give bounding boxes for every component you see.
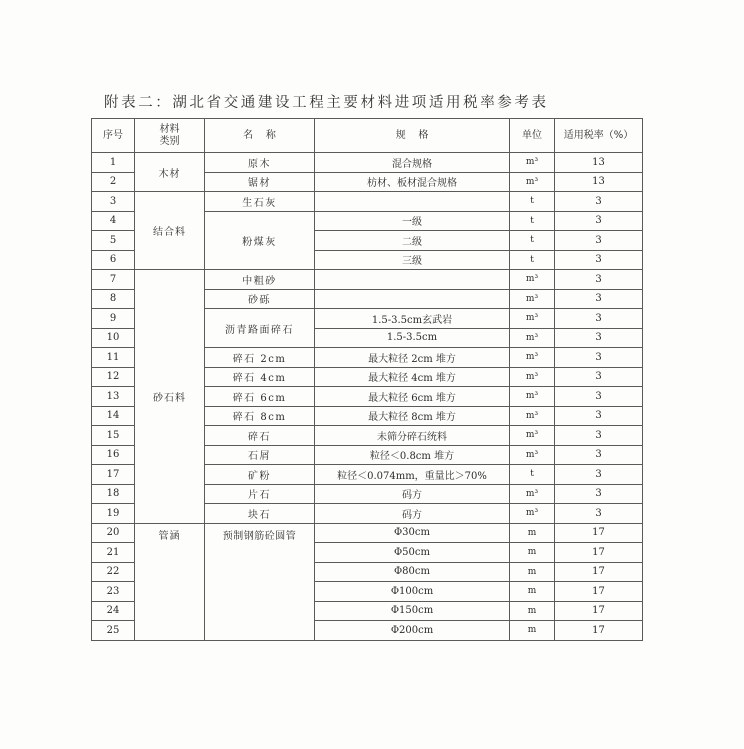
cell-rate: 17 [555, 562, 643, 582]
cell-unit: t [510, 231, 555, 251]
cell-spec [315, 289, 510, 309]
cell-rate: 3 [555, 387, 643, 407]
cell-spec: Φ150cm [315, 601, 510, 621]
cell-seq: 3 [92, 192, 135, 212]
cell-seq: 1 [92, 153, 135, 173]
cell-spec: 枋材、板材混合规格 [315, 172, 510, 192]
cell-spec: 粒径＜0.8cm 堆方 [315, 445, 510, 465]
cell-seq: 15 [92, 426, 135, 446]
cell-name: 碎石 8cm [205, 406, 315, 426]
cell-spec: 三级 [315, 250, 510, 270]
cell-rate: 13 [555, 172, 643, 192]
cell-unit: m³ [510, 270, 555, 290]
cell-category: 木材 [135, 153, 205, 192]
cell-spec: 1.5-3.5cm玄武岩 [315, 309, 510, 329]
cell-unit: m³ [510, 328, 555, 348]
cell-spec: 最大粒径 4cm 堆方 [315, 367, 510, 387]
cell-rate: 3 [555, 426, 643, 446]
cell-seq: 2 [92, 172, 135, 192]
cell-name: 碎石 6cm [205, 387, 315, 407]
cell-seq: 9 [92, 309, 135, 329]
cell-spec: 粒径＜0.074mm，重量比＞70% [315, 465, 510, 485]
cell-rate: 17 [555, 543, 643, 563]
cell-unit: m [510, 562, 555, 582]
cell-unit: m³ [510, 172, 555, 192]
cell-unit: m³ [510, 445, 555, 465]
cell-unit: t [510, 211, 555, 231]
cell-rate: 17 [555, 621, 643, 641]
cell-unit: m [510, 543, 555, 563]
cell-spec: Φ50cm [315, 543, 510, 563]
cell-name: 原木 [205, 153, 315, 173]
cell-unit: m³ [510, 289, 555, 309]
cell-unit: m [510, 601, 555, 621]
cell-spec: 一级 [315, 211, 510, 231]
table-row [92, 153, 643, 173]
cell-rate: 3 [555, 348, 643, 368]
header-name: 名 称 [205, 119, 315, 153]
cell-spec: 混合规格 [315, 153, 510, 173]
table-row [92, 523, 643, 543]
cell-unit: t [510, 192, 555, 212]
cell-rate: 3 [555, 211, 643, 231]
cell-name: 片石 [205, 484, 315, 504]
cell-rate: 3 [555, 270, 643, 290]
cell-seq: 11 [92, 348, 135, 368]
table-header-row [92, 119, 643, 153]
cell-spec: 最大粒径 6cm 堆方 [315, 387, 510, 407]
cell-seq: 7 [92, 270, 135, 290]
cell-rate: 3 [555, 484, 643, 504]
cell-rate: 3 [555, 465, 643, 485]
cell-spec: 二级 [315, 231, 510, 251]
cell-rate: 3 [555, 328, 643, 348]
cell-name: 碎石 [205, 426, 315, 446]
cell-unit: t [510, 250, 555, 270]
cell-rate: 3 [555, 367, 643, 387]
cell-name: 碎石 2cm [205, 348, 315, 368]
cell-name: 碎石 4cm [205, 367, 315, 387]
cell-unit: m³ [510, 426, 555, 446]
header-category: 材料 类别 [135, 119, 205, 153]
cell-spec [315, 270, 510, 290]
header-seq: 序号 [92, 119, 135, 153]
cell-seq: 16 [92, 445, 135, 465]
cell-rate: 17 [555, 601, 643, 621]
cell-rate: 3 [555, 289, 643, 309]
cell-unit: m [510, 582, 555, 602]
table-row [92, 270, 643, 290]
cell-rate: 3 [555, 192, 643, 212]
cell-spec: 最大粒径 8cm 堆方 [315, 406, 510, 426]
table-row [92, 192, 643, 212]
cell-seq: 22 [92, 562, 135, 582]
cell-seq: 17 [92, 465, 135, 485]
cell-seq: 20 [92, 523, 135, 543]
cell-rate: 3 [555, 445, 643, 465]
header-unit: 单位 [510, 119, 555, 153]
cell-seq: 6 [92, 250, 135, 270]
cell-name: 中粗砂 [205, 270, 315, 290]
cell-spec: Φ30cm [315, 523, 510, 543]
cell-spec: 1.5-3.5cm [315, 328, 510, 348]
cell-unit: t [510, 465, 555, 485]
cell-spec: Φ100cm [315, 582, 510, 602]
cell-unit: m [510, 523, 555, 543]
cell-rate: 3 [555, 309, 643, 329]
cell-seq: 5 [92, 231, 135, 251]
cell-seq: 23 [92, 582, 135, 602]
cell-name: 矿粉 [205, 465, 315, 485]
cell-name: 粉煤灰 [205, 211, 315, 270]
cell-rate: 3 [555, 406, 643, 426]
cell-name: 砂砾 [205, 289, 315, 309]
cell-unit: m³ [510, 504, 555, 524]
cell-unit: m³ [510, 153, 555, 173]
cell-spec: 未筛分碎石统料 [315, 426, 510, 446]
cell-rate: 13 [555, 153, 643, 173]
document-title: 附表二：湖北省交通建设工程主要材料进项适用税率参考表 [104, 95, 549, 111]
cell-unit: m³ [510, 406, 555, 426]
cell-spec: 码方 [315, 484, 510, 504]
cell-rate: 3 [555, 250, 643, 270]
cell-seq: 19 [92, 504, 135, 524]
cell-spec: 最大粒径 2cm 堆方 [315, 348, 510, 368]
cell-unit: m³ [510, 348, 555, 368]
cell-spec: 码方 [315, 504, 510, 524]
header-spec: 规 格 [315, 119, 510, 153]
cell-category: 结合料 [135, 192, 205, 270]
cell-seq: 13 [92, 387, 135, 407]
cell-category: 管涵 [135, 523, 205, 640]
cell-name: 生石灰 [205, 192, 315, 212]
cell-unit: m³ [510, 484, 555, 504]
cell-name: 石屑 [205, 445, 315, 465]
cell-seq: 12 [92, 367, 135, 387]
cell-category: 砂石料 [135, 270, 205, 524]
cell-unit: m³ [510, 367, 555, 387]
cell-seq: 25 [92, 621, 135, 641]
cell-rate: 3 [555, 231, 643, 251]
cell-rate: 3 [555, 504, 643, 524]
cell-unit: m [510, 621, 555, 641]
cell-seq: 10 [92, 328, 135, 348]
cell-seq: 24 [92, 601, 135, 621]
cell-spec: Φ80cm [315, 562, 510, 582]
cell-seq: 4 [92, 211, 135, 231]
tax-rate-table [91, 118, 643, 641]
cell-name: 锯材 [205, 172, 315, 192]
cell-rate: 17 [555, 523, 643, 543]
cell-seq: 21 [92, 543, 135, 563]
header-rate: 适用税率（%） [555, 119, 643, 153]
cell-name: 沥青路面碎石 [205, 309, 315, 348]
cell-unit: m³ [510, 309, 555, 329]
cell-name: 预制钢筋砼圆管 [205, 523, 315, 640]
cell-spec: Φ200cm [315, 621, 510, 641]
cell-seq: 18 [92, 484, 135, 504]
cell-spec [315, 192, 510, 212]
cell-seq: 8 [92, 289, 135, 309]
cell-name: 块石 [205, 504, 315, 524]
cell-seq: 14 [92, 406, 135, 426]
cell-unit: m³ [510, 387, 555, 407]
cell-rate: 17 [555, 582, 643, 602]
